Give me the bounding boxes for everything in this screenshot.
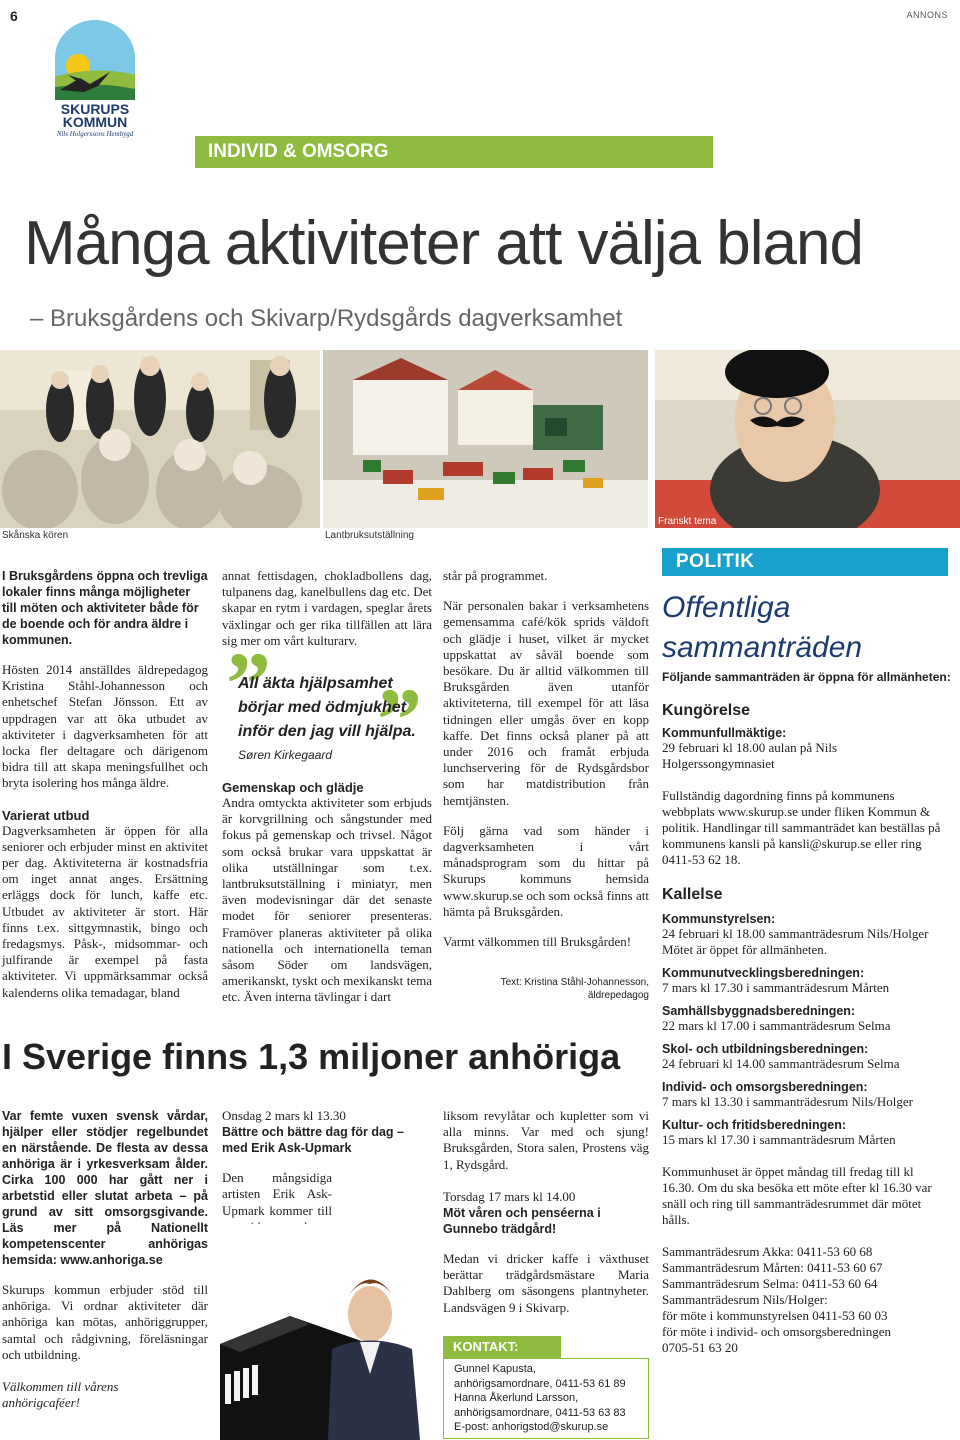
contact-line: Hanna Åkerlund Larsson, xyxy=(454,1392,579,1404)
event1-date: Onsdag 2 mars kl 13.30 xyxy=(222,1108,346,1123)
photo-choir xyxy=(0,350,320,528)
event2-title: Möt våren och penséerna i Gunnebo trädgård! xyxy=(443,1206,601,1237)
article-col-3 xyxy=(443,568,649,950)
article-para-2: Dagverksamheten är öppen för alla seniorer och erbjuder minst en aktivitet per dag. Aktiviteterna är kostnadsfria om inget annat anges. Ersättning erläggs dock för lunch, kaffe etc. Utbudet av aktiviteter är stort. Här finns t.ex. sittgymnastik, bingo och fredagsmys. Påsk-, midsommar- och julfirande är exempel på fasta aktiviteter. Vi uppmärksammar också kalenderns olika temadagar, bland xyxy=(2,822,208,1000)
article2-closing: Välkommen till vårens anhörigcaféer! xyxy=(2,1379,119,1411)
kf-text: 29 februari kl 18.00 aulan på Nils Holgerssongymnasiet xyxy=(662,740,838,771)
contact-box xyxy=(443,1336,649,1439)
article2-para-1: Skurups kommun erbjuder stöd till anhöriga. Vi ordnar aktiviteter där anhöriga kan mötas, anhöriggrupper, samtal och rådgivning, föreläsningar och utbildning. xyxy=(2,1282,208,1362)
sbb-text: 22 mars kl 17.00 i sammanträdesrum Selma xyxy=(662,1018,891,1033)
article-lead: I Bruksgårdens öppna och trevliga lokaler finns många möjligheter till möten och aktiviteter både för de boende och för andra äldre i kommunen. xyxy=(2,569,208,647)
contact-details xyxy=(443,1358,649,1439)
photo-farm-exhibit xyxy=(323,350,648,528)
article-col-2-lower xyxy=(222,780,432,1006)
article-col3-para-1: står på programmet. xyxy=(443,568,548,583)
byline xyxy=(443,976,649,1002)
sbb-title: Samhällsbyggnadsberedningen: xyxy=(662,1004,856,1018)
kfb-text: 15 mars kl 17.30 i sammanträdesrum Mårten xyxy=(662,1132,896,1147)
ks-title: Kommunstyrelsen: xyxy=(662,912,776,926)
article-col2-para-2: Andra omtyckta aktiviteter som erbjuds är korvgrillning och sångstunder med fokus på gemenskap och trivsel. Något som också brukar vara uppskattat är olika utställningar som t.ex. lantbruksutställning i miniatyr, men även modevisningar där det senaste modet för seniorer presenteras. Framöver planeras aktiviteter på olika nationella och internationella teman såsom Söder om landsvägen, amerikanskt, tyskt och mexikanskt tema etc. Även interna tävlingar i dart xyxy=(222,795,432,1005)
article-col3-para-4: Varmt välkommen till Bruksgården! xyxy=(443,934,632,950)
logo-name: SKURUPS KOMMUN xyxy=(60,101,130,130)
kf-info: Fullständig dagordning finns på kommunens webbplats www.skurup.se under fliken Kommun & politik. Handlingar till sammanträdet kan beställas på kommunens kansli på kansli@skurup.se eller ring 0411-53 62 18. xyxy=(662,788,941,867)
article-col3-para-3: Följ gärna vad som händer i dagverksamheten i vårt månadsprogram som du hittar på Skurups kommuns hemsida www.skurup.se och som också finns att hämta på Bruksgården. xyxy=(443,822,649,919)
sub-text: 24 februari kl 14.00 sammanträdesrum Selma xyxy=(662,1056,900,1071)
article2-col3-text: liksom revylåtar och kupletter som vi alla minns. Var med och sjung! Bruksgården, Stora salen, Prostens väg 1, Rydsgård. xyxy=(443,1108,649,1172)
politik-intro: Följande sammanträden är öppna för allmänheten: xyxy=(662,670,951,684)
contact-line: anhörigsamordnare, 0411-53 63 83 xyxy=(454,1406,626,1419)
kfb-title: Kultur- och fritidsberedningen: xyxy=(662,1118,847,1132)
iob-title: Individ- och omsorgsberedningen: xyxy=(662,1080,868,1094)
article-para-1: Hösten 2014 anställdes äldrepedagog Kristina Ståhl-Johannesson och enhetschef Stefan Jönsson. Ett av uppdragen var att öka utbudet av aktiviteter i dagverksamheten för att locka fler deltagare och därigenom bidra till att skapa meningsfullhet och bryta isolering hos många äldre. xyxy=(2,662,208,791)
phone-line: för möte i kommunstyrelsen 0411-53 60 03 xyxy=(662,1308,888,1323)
contact-header: KONTAKT: xyxy=(443,1336,561,1358)
caption-choir: Skånska kören xyxy=(2,530,69,541)
kub-text: 7 mars kl 17.30 i sammanträdesrum Mårten xyxy=(662,980,890,995)
event1-title: Bättre och bättre dag för dag – med Erik Ask-Upmark xyxy=(222,1125,404,1156)
phone-list xyxy=(662,1244,952,1356)
kf-title: Kommunfullmäktige: xyxy=(662,726,787,740)
phone-line: Sammanträdesrum Selma: 0411-53 60 64 xyxy=(662,1276,878,1291)
kub-title: Kommunutvecklingsberedningen: xyxy=(662,966,865,980)
quote-author: Søren Kirkegaard xyxy=(238,748,333,762)
open-hours-text: Kommunhuset är öppet måndag till fredag till kl 16.30. Om du ska besöka ett möte efter kl 16.30 var snäll och ring till sammanträdesrummet där mötet hålls. xyxy=(662,1164,932,1227)
article2-lead: Var femte vuxen svensk vårdar, hjälper eller stödjer regelbundet en närstående. De flesta av dessa anhöriga är i yrkesverksam ålder. Cirka 100 000 har gått ner i arbetstid eller slutat arbeta – på grund av sitt omsorgsgivande. Läs mer på Nationellt kompetenscenter anhörigas hemsida: www.anhoriga.se xyxy=(2,1109,208,1267)
phone-line: Sammanträdesrum Mårten: 0411-53 60 67 xyxy=(662,1260,883,1275)
iob-text: 7 mars kl 13.30 i sammanträdesrum Nils/Holger xyxy=(662,1094,913,1109)
article-col-1 xyxy=(2,568,208,1001)
event1-text: Den mångsidiga artisten Erik Ask-Upmark kommer till xyxy=(222,1170,332,1218)
subhead-varierat: Varierat utbud xyxy=(2,807,90,823)
article-col2-para-1: annat fettisdagen, chokladbollens dag, tulpanens dag, kanelbullens dag etc. Det skapar en rytm i vardagen, speglar årets växlingar och ger rika tillfällen att lära sig mer om vårt kulturarv. xyxy=(222,568,432,648)
annons-label: ANNONS xyxy=(906,10,948,20)
politik-label: POLITIK xyxy=(662,548,948,576)
contact-line: Gunnel Kapusta, xyxy=(454,1363,536,1375)
phone-line: Sammanträdesrum Akka: 0411-53 60 68 xyxy=(662,1244,873,1259)
kungorelse-heading: Kungörelse xyxy=(662,702,751,719)
event2-text: Medan vi dricker kaffe i växthuset berättar trädgårdsmästare Maria Dahlberg om säsongens plantnyheter. Landsvägen 9 i Skivarp. xyxy=(443,1251,649,1315)
phone-line: 0705-51 63 20 xyxy=(662,1340,738,1355)
caption-farm: Lantbruksutställning xyxy=(325,530,414,541)
headline: Många aktiviteter att välja bland xyxy=(24,209,863,278)
event2-date: Torsdag 17 mars kl 14.00 xyxy=(443,1188,576,1204)
byline-line-1: Text: Kristina Ståhl-Johannesson, xyxy=(500,977,649,988)
kallelse-heading: Kallelse xyxy=(662,886,723,903)
caption-french: Franskt tema xyxy=(658,516,717,527)
quote-open-icon: ” xyxy=(226,635,271,734)
ks-text: 24 februari kl 18.00 sammanträdesrum Nils/Holger Mötet är öppet för allmänheten. xyxy=(662,926,929,957)
subheadline: – Bruksgårdens och Skivarp/Rydsgårds dagverksamhet xyxy=(30,305,623,332)
phone-line: Sammanträdesrum Nils/Holger: xyxy=(662,1292,828,1307)
photo-french-theme xyxy=(655,350,960,528)
subhead-gemenskap: Gemenskap och glädje xyxy=(222,780,364,795)
article-col3-para-2: När personalen bakar i verksamhetens gemensamma café/kök sprids väldoft och glädje i huset, vilket är mycket uppskattat av såväl boende som besökare. Du är alltid välkommen till Bruksgården även utanför aktiviteterna, till exempel för att läsa tidningen eller umgås över en kopp kaffe. Det finns också planer på att under 2016 och framåt erbjuda lunchservering för de Rydsgårdsbor som har matdistribution från hemtjänsten. xyxy=(443,598,649,808)
politik-sidebar xyxy=(662,548,952,1356)
contact-email: E-post: anhorigstod@skurup.se xyxy=(454,1421,609,1433)
pull-quote: All äkta hjälpsamhet börjar med ödmjukhet inför den jag vill hjälpa. xyxy=(238,675,416,740)
phone-line: för möte i individ- och omsorgsberedningen xyxy=(662,1324,892,1339)
politik-title: Offentliga sammanträden xyxy=(662,591,863,664)
byline-line-2: äldrepedagog xyxy=(587,990,649,1001)
section-banner: INDIVID & OMSORG xyxy=(195,136,713,168)
contact-line: anhörigsamordnare, 0411-53 61 89 xyxy=(454,1377,626,1390)
quote-close-icon: ” xyxy=(377,671,422,770)
photo-pianist xyxy=(220,1224,435,1440)
article2-col-1 xyxy=(2,1108,208,1411)
sub-title: Skol- och utbildningsberedningen: xyxy=(662,1042,869,1056)
page-number: 6 xyxy=(10,8,18,24)
article2-col-3 xyxy=(443,1108,649,1316)
logo-tagline: Nils Holgerssons Hembygd xyxy=(56,130,134,138)
article2-headline: I Sverige finns 1,3 miljoner anhöriga xyxy=(2,1036,621,1077)
